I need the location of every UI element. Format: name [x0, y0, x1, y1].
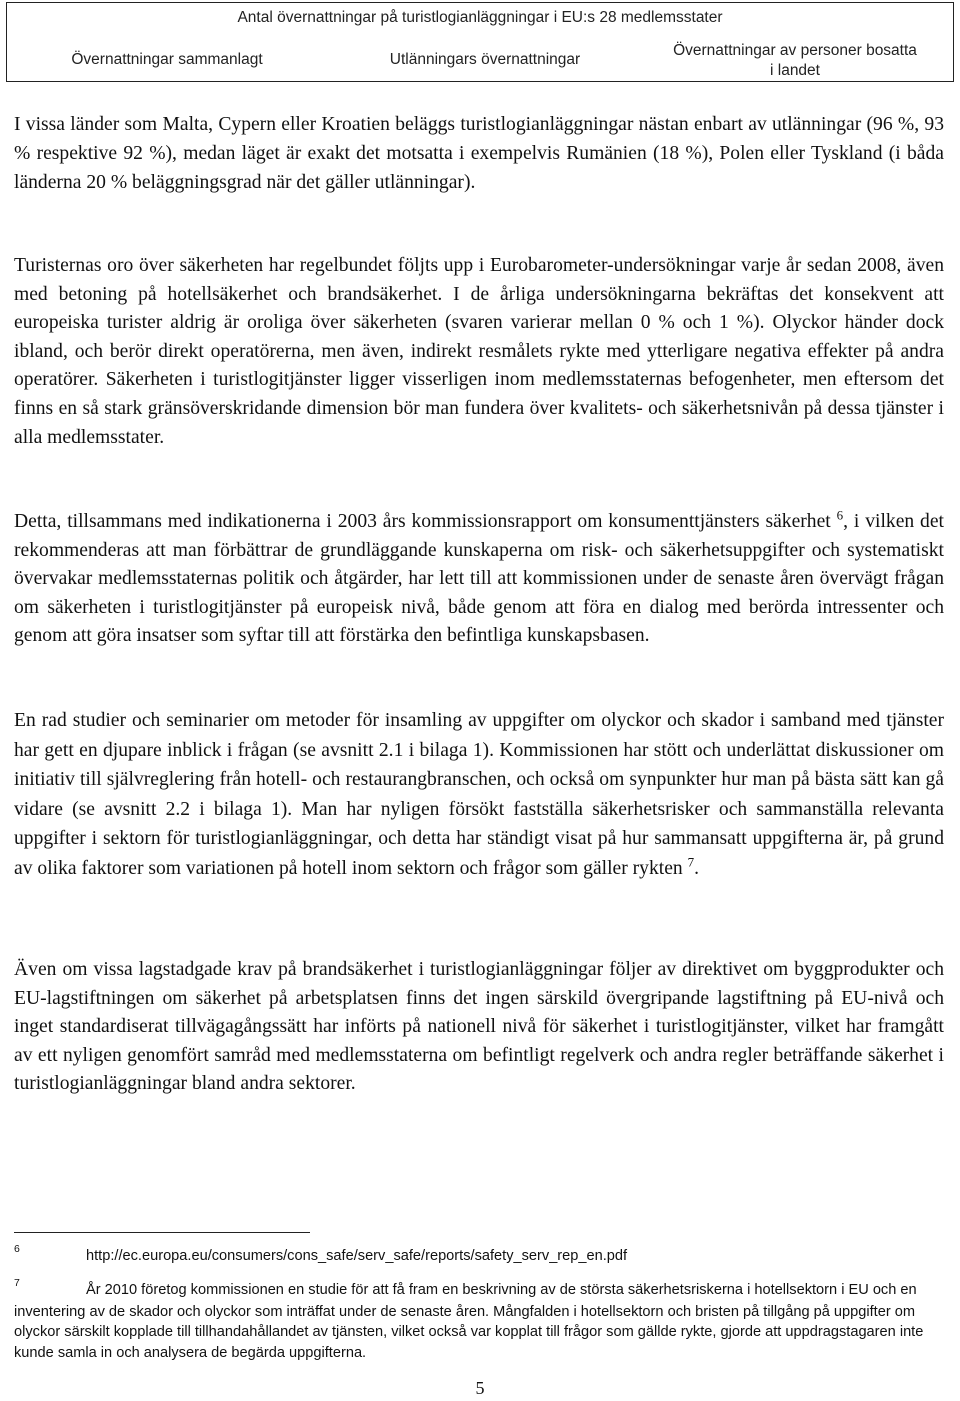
paragraph-4-text-b: .	[694, 857, 700, 879]
footnote-ref-7[interactable]: 7	[687, 853, 695, 869]
footnote-6	[14, 1243, 944, 1268]
footnote-7	[14, 1277, 944, 1363]
legend-item-residents-line2: i landet	[770, 62, 820, 79]
paragraph-3	[14, 508, 944, 651]
paragraph-5-text: Även om vissa lagstadgade krav på brandsäkerhet i turistlogianläggningar följer av direktivet om byggprodukter och EU-lagstiftningen om säkerhet på arbetsplatsen finns det ingen särskild övergripande lagstiftning på EU-nivå och inget standardiserat tillvägagångssätt har införts på nationell nivå för säkerhet i turistlogitjänster, vilket har framgått av ett nyligen genomfört samråd med medlemsstaterna om befintligt regelverk och andra regler beträffande säkerhet i turistlogianläggningar bland andra sektorer.	[14, 959, 944, 1094]
footnote-separator	[14, 1232, 310, 1233]
legend-item-residents-line1: Övernattningar av personer bosatta	[673, 42, 917, 59]
paragraph-5	[14, 956, 944, 1099]
paragraph-1-text: I vissa länder som Malta, Cypern eller Kroatien beläggs turistlogianläggningar nästan enbart av utlänningar (96 %, 93 % respektive 92 %), medan läget är exakt det motsatta i exempelvis Rumänien (18 %), Polen eller Tyskland (i båda länderna 20 % beläggningsgrad när det gäller utlänningar).	[14, 114, 944, 193]
footnote-ref-6[interactable]: 6	[836, 507, 844, 523]
legend-item-residents	[655, 41, 935, 81]
chart-legend-box	[6, 2, 954, 82]
chart-title: Antal övernattningar på turistlogianläggningar i EU:s 28 medlemsstater	[237, 9, 723, 26]
footnote-7-text: År 2010 företog kommissionen en studie för att få fram en beskrivning av de största säkerhetsriskerna i hotellsektorn i EU och en inventering av de skador och olyckor som inträffat under de senaste åren. Mångfalden i hotellsektorn och bristen på tillgång på uppgifter om olyckor särskilt kopplade till tillhandahållandet av tjänsten, vilket också var kopplat till frågor som gällde rykte, gjorde att uppdragstagaren inte kunde samla in och analysera de begärda uppgifterna.	[14, 1282, 924, 1361]
paragraph-2-text: Turisternas oro över säkerheten har regelbundet följts upp i Eurobarometer-undersökningar varje år sedan 2008, även med betoning på hotellsäkerhet och brandsäkerhet. I de årliga undersökningarna bekräftas det konsekvent att europeiska turister aldrig är oroliga över säkerheten (svaren varierar mellan 0 % och 1 %). Olyckor händer dock ibland, och berör direkt operatörerna, men även, indirekt resmålets rykte med ytterligare negativa effekter på andra operatörer. Säkerheten i turistlogitjänster ligger visserligen inom medlemsstaternas befogenheter, men eftersom det finns en så stark gränsöverskridande dimension bör man fundera över kvalitets- och säkerhetsnivån på dessa tjänster i alla medlemsstater.	[14, 255, 944, 448]
footnote-7-number: 7	[14, 1277, 20, 1289]
legend-row	[7, 41, 953, 81]
paragraph-4-text-a: En rad studier och seminarier om metoder för insamling av uppgifter om olyckor och skador i samband med tjänster har gett en djupare inblick i frågan (se avsnitt 2.1 i bilaga 1). Kommissionen har stött och underlättat diskussioner om initiativ till självreglering från hotell- och restaurangbranschen, och också om synpunkter hur man på bästa sätt kan gå vidare (se avsnitt 2.2 i bilaga 1). Man har nyligen försökt fastställa säkerhetsrisker och sammanställa relevanta uppgifter i sektorn för turistlogianläggningar, och detta har ständigt visat på hur sammansatt uppgifterna är, på grund av olika faktorer som variationen på hotell inom sektorn och frågor som gäller rykten	[14, 710, 944, 879]
legend-item-foreign: Utlänningars övernattningar	[389, 51, 581, 68]
footnote-6-link[interactable]: http://ec.europa.eu/consumers/cons_safe/serv_safe/reports/safety_serv_rep_en.pdf	[86, 1248, 628, 1264]
legend-item-total: Övernattningar sammanlagt	[71, 51, 263, 68]
page-number: 5	[475, 1378, 485, 1398]
paragraph-1	[14, 110, 944, 197]
paragraph-3-text-a: Detta, tillsammans med indikationerna i 2003 års kommissionsrapport om konsumenttjänsters säkerhet	[14, 511, 831, 532]
footnote-6-number: 6	[14, 1243, 20, 1255]
paragraph-2	[14, 252, 944, 452]
paragraph-3-text-b: , i vilken det rekommenderas att man förbättrar de grundläggande kunskaperna om risk- och säkerhetsuppgifter och systematiskt övervakar medlemsstaternas politik och åtgärder, har lett till att kommissionen under de senaste åren övervägt frågan om säkerheten i turistlogitjänster på europeisk nivå, både genom att föra en dialog med berörda intressenter och genom att göra insatser som syftar till att förstärka den befintliga kunskapsbasen.	[14, 511, 944, 646]
paragraph-4	[14, 706, 944, 883]
